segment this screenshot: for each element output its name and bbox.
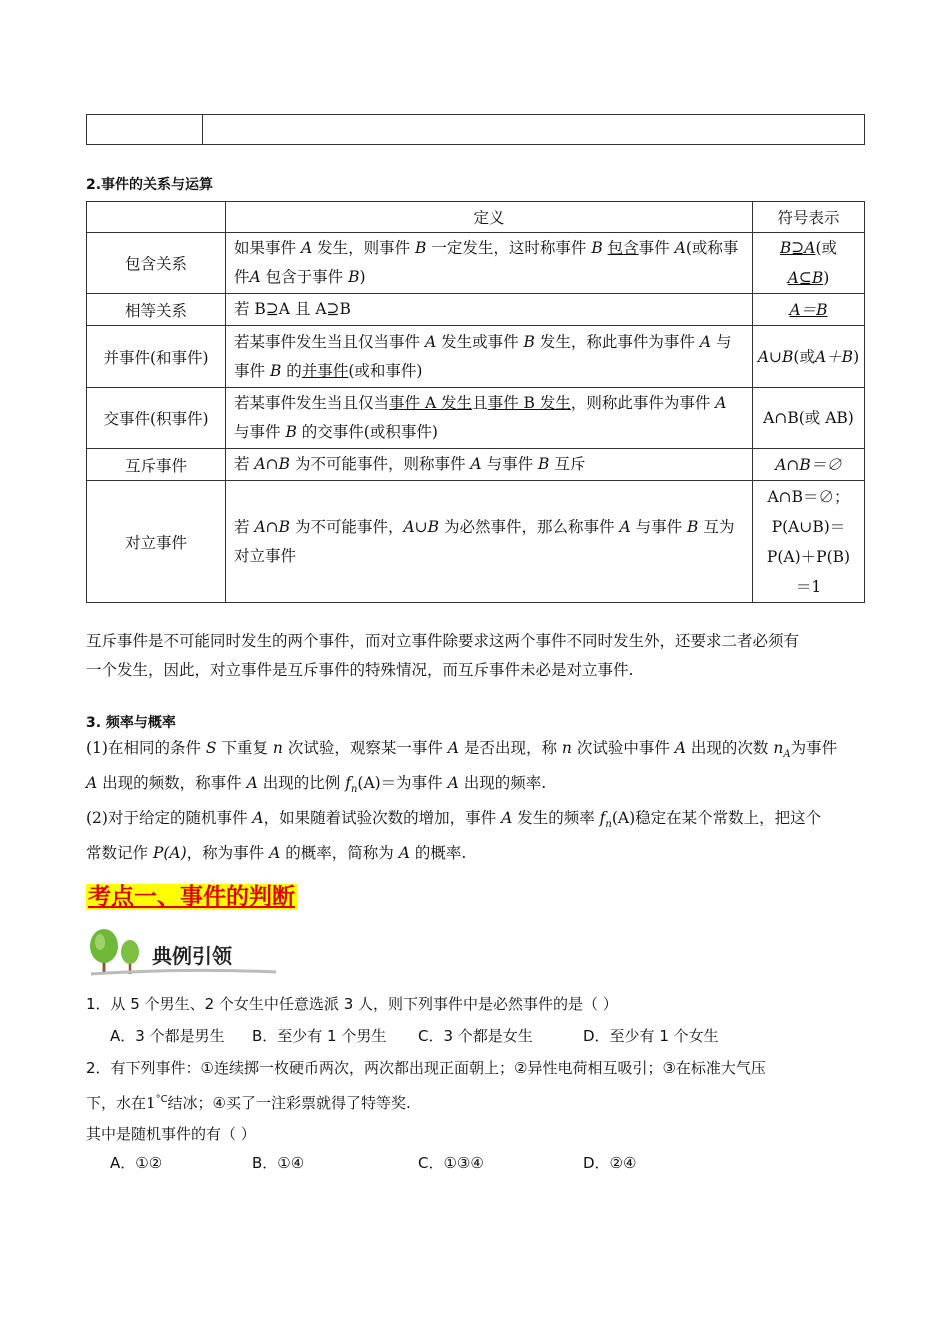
p1-line1: (1)在相同的条件 S 下重复 n 次试验，观察某一事件 A 是否出现，称 n 次试验中事件 A 出现的次数 $n_A$为事件 (86, 739, 838, 761)
p2-line2: 常数记作 P(A)，称为事件 A 的概率，简称为 A 的概率. (86, 844, 467, 863)
section-3-title: 3. 频率与概率 (86, 715, 176, 731)
relations-table (86, 201, 865, 603)
q1-option-c: C．3 个都是女生 (418, 1027, 533, 1045)
p1-line2: A 出现的频数，称事件 A 出现的比例 $f_n(A)=$为事件 A 出现的频率. (86, 774, 547, 796)
table-row (87, 326, 865, 388)
question-1-stem: 1．从 5 个男生、2 个女生中任意选派 3 人，则下列事件中是必然事件的是（ ） (86, 995, 618, 1013)
table-row (87, 449, 865, 481)
table-row (87, 233, 865, 294)
row-definition: 如果事件 A 发生，则事件 B 一定发生，这时称事件 B 包含事件 A(或称事件A 包含于事件 B) (226, 233, 753, 294)
table-row (87, 388, 865, 449)
row-symbol: A∩B＝∅； P(A∪B)＝ P(A)＋P(B) ＝1 (753, 481, 865, 603)
row-definition: 若 A∩B 为不可能事件，则称事件 A 与事件 B 互斥 (226, 449, 753, 481)
q1-option-d: D．至少有 1 个女生 (583, 1027, 719, 1045)
q2-option-a: A．①② (110, 1154, 163, 1172)
example-banner (86, 928, 286, 978)
kaodian-title-wrap (86, 880, 297, 914)
question-2-stem: 2．有下列事件：①连续掷一枚硬币两次，两次都出现正面朝上；②异性电荷相互吸引；③在标准大气压 下，水在$1^{^\circ C}$结冰；④买了一注彩票就得了特等奖. 其中是随机事件的有（ ） (86, 1059, 766, 1143)
row-symbol: A∩B＝∅ (753, 449, 865, 481)
row-name: 互斥事件 (87, 449, 226, 481)
top-empty-table (86, 114, 865, 145)
row-name: 相等关系 (87, 294, 226, 326)
note-paragraph: 互斥事件是不可能同时发生的两个事件，而对立事件除要求这两个事件不同时发生外，还要求二者必须有 一个发生，因此，对立事件是互斥事件的特殊情况，而互斥事件未必是对立事件. (86, 632, 800, 679)
q2-option-d: D．②④ (583, 1154, 637, 1172)
row-definition: 若 A∩B 为不可能事件，A∪B 为必然事件，那么称事件 A 与事件 B 互为对立事件 (226, 481, 753, 603)
row-name: 包含关系 (87, 233, 226, 294)
table-row (87, 294, 865, 326)
row-symbol: A∪B(或A＋B) (753, 326, 865, 388)
top-table-cell-2 (203, 115, 865, 145)
header-definition: 定义 (226, 202, 753, 233)
row-name: 对立事件 (87, 481, 226, 603)
section-2-title: 2.事件的关系与运算 (86, 177, 214, 193)
banner-label: 典例引领 (152, 944, 232, 968)
p2-line1: (2)对于给定的随机事件 A，如果随着试验次数的增加，事件 A 发生的频率 $f_n(A)$稳定在某个常数上，把这个 (86, 809, 822, 831)
section-3-body (86, 734, 876, 868)
top-table-cell-1 (87, 115, 203, 145)
row-definition: 若某事件发生当且仅当事件 A 发生且事件 B 发生，则称此事件为事件 A 与事件 B 的交事件(或积事件) (226, 388, 753, 449)
question-2-options (0, 1148, 950, 1179)
row-symbol: B⊇A(或 A⊆B) (753, 233, 865, 294)
q1-option-b: B．至少有 1 个男生 (252, 1027, 387, 1045)
question-1-options (0, 1021, 950, 1052)
row-definition: 若某事件发生当且仅当事件 A 发生或事件 B 发生，称此事件为事件 A 与事件 B 的并事件(或和事件) (226, 326, 753, 388)
row-symbol: A∩B(或 AB) (753, 388, 865, 449)
q2-option-c: C．①③④ (418, 1154, 484, 1172)
row-definition: 若 B⊇A 且 A⊇B (226, 294, 753, 326)
row-name: 交事件(积事件) (87, 388, 226, 449)
kaodian-title: 考点一、事件的判断 (88, 884, 295, 910)
table-row (87, 481, 865, 603)
row-name: 并事件(和事件) (87, 326, 226, 388)
header-symbol: 符号表示 (753, 202, 865, 233)
q1-option-a: A．3 个都是男生 (110, 1027, 225, 1045)
q2-option-b: B．①④ (252, 1154, 305, 1172)
row-symbol: A＝B (753, 294, 865, 326)
header-blank (87, 202, 226, 233)
